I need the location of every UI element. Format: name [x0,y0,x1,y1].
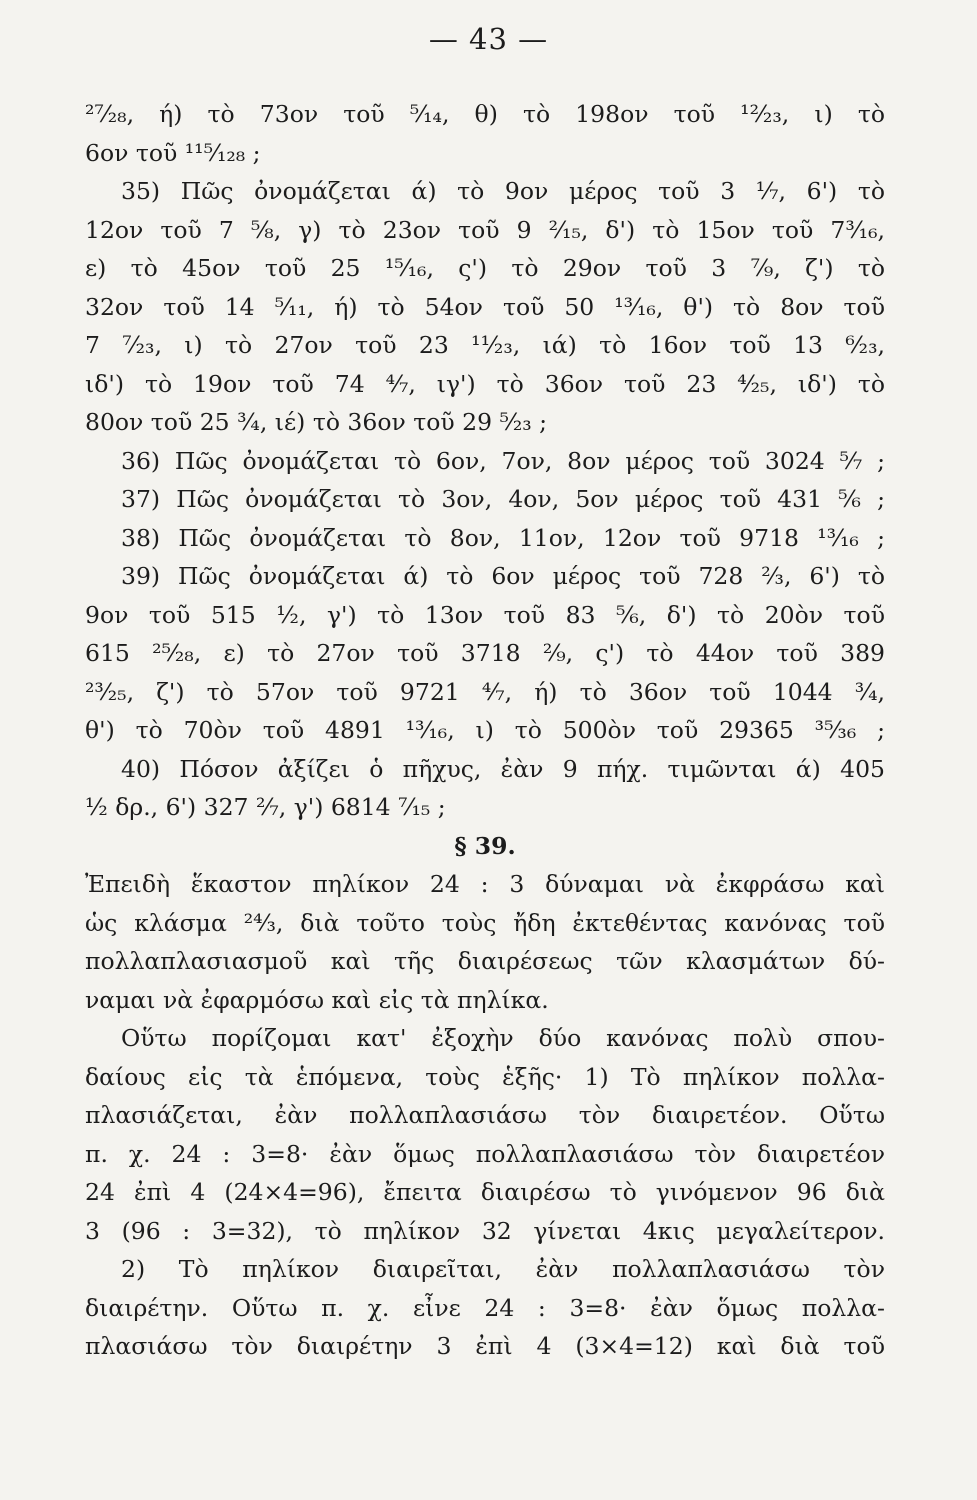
text-line: Οὕτω πορίζομαι κατ' ἐξοχὴν δύο κανόνας πολὺ σπου- [121,1024,885,1052]
text-line: πλασιάζεται, ἐὰν πολλαπλασιάσω τὸν διαιρετέον. Οὕτω [85,1101,885,1129]
text-line: δαίους εἰς τὰ ἑπόμενα, τοὺς ἑξῆς· 1) Τὸ πηλίκον πολλα- [85,1062,885,1091]
text-line: π. χ. 24 : 3=8· ἐὰν ὅμως πολλαπλασιάσω τὸν διαιρετέον [85,1139,885,1168]
text-line: ε) τὸ 45ον τοῦ 25 ¹⁵⁄₁₆, ς') τὸ 29ον τοῦ 3 ⁷⁄₉, ζ') τὸ [85,254,885,282]
text-line: ναμαι νὰ ἐφαρμόσω καὶ εἰς τὰ πηλίκα. [85,985,549,1014]
text-line: ιδ') τὸ 19ον τοῦ 74 ⁴⁄₇, ιγ') τὸ 36ον τοῦ 23 ⁴⁄₂₅, ιδ') τὸ [85,369,885,398]
text-line: 38) Πῶς ὀνομάζεται τὸ 8ον, 11ον, 12ον τοῦ 9718 ¹³⁄₁₆ ; [121,523,885,552]
text-line: 37) Πῶς ὀνομάζεται τὸ 3ον, 4ον, 5ον μέρος τοῦ 431 ⁵⁄₆ ; [121,485,885,513]
text-line: 12ον τοῦ 7 ⁵⁄₈, γ) τὸ 23ον τοῦ 9 ²⁄₁₅, δ') τὸ 15ον τοῦ 7³⁄₁₆, [85,215,885,244]
text-line: 2) Τὸ πηλίκον διαιρεῖται, ἐὰν πολλαπλασιάσω τὸν [121,1255,885,1283]
text-line: 615 ²⁵⁄₂₈, ε) τὸ 27ον τοῦ 3718 ²⁄₉, ς') τὸ 44ον τοῦ 389 [85,639,885,667]
text-line: ²⁷⁄₂₈, ή) τὸ 73ον τοῦ ⁵⁄₁₄, θ) τὸ 198ον τοῦ ¹²⁄₂₃, ι) τὸ [85,100,885,128]
text-line: πλασιάσω τὸν διαιρέτην 3 ἐπὶ 4 (3×4=12) καὶ διὰ τοῦ [85,1332,885,1360]
text-line: 6ον τοῦ ¹¹⁵⁄₁₂₈ ; [85,138,261,167]
text-line: 32ον τοῦ 14 ⁵⁄₁₁, ή) τὸ 54ον τοῦ 50 ¹³⁄₁₆, θ') τὸ 8ον τοῦ [85,292,885,321]
text-line: ¹⁄₂ δρ., 6') 327 ²⁄₇, γ') 6814 ⁷⁄₁₅ ; [85,793,446,821]
text-line: 35) Πῶς ὀνομάζεται ά) τὸ 9ον μέρος τοῦ 3 ¹⁄₇, 6') τὸ [121,177,885,205]
text-line: 7 ⁷⁄₂₃, ι) τὸ 27ον τοῦ 23 ¹¹⁄₂₃, ιά) τὸ 16ον τοῦ 13 ⁶⁄₂₃, [85,331,885,359]
text-line: διαιρέτην. Οὕτω π. χ. εἶνε 24 : 3=8· ἐὰν ὅμως πολλα- [85,1293,885,1322]
text-line: 36) Πῶς ὀνομάζεται τὸ 6ον, 7ον, 8ον μέρος τοῦ 3024 ⁵⁄₇ ; [121,446,885,475]
text-line: 24 ἐπὶ 4 (24×4=96), ἔπειτα διαιρέσω τὸ γινόμενον 96 διὰ [85,1178,885,1206]
text-line: 3 (96 : 3=32), τὸ πηλίκον 32 γίνεται 4κις μεγαλείτερον. [85,1216,885,1245]
text-line: 80ον τοῦ 25 ³⁄₄, ιέ) τὸ 36ον τοῦ 29 ⁵⁄₂₃ ; [85,408,548,436]
text-line: 9ον τοῦ 515 ¹⁄₂, γ') τὸ 13ον τοῦ 83 ⁵⁄₆, δ') τὸ 20ὸν τοῦ [85,600,885,629]
text-line: ²³⁄₂₅, ζ') τὸ 57ον τοῦ 9721 ⁴⁄₇, ή) τὸ 36ον τοῦ 1044 ³⁄₄, [85,677,885,706]
page-text [85,95,885,1366]
text-line: 40) Πόσον ἀξίζει ὁ πῆχυς, ἐὰν 9 πήχ. τιμῶνται ά) 405 [121,754,885,783]
page-number: — 43 — [428,22,549,56]
text-line: Ἐπειδὴ ἕκαστον πηλίκον 24 : 3 δύναμαι νὰ ἐκφράσω καὶ [85,870,885,898]
text-line: θ') τὸ 70ὸν τοῦ 4891 ¹³⁄₁₆, ι) τὸ 500ὸν τοῦ 29365 ³⁵⁄₃₆ ; [85,716,885,744]
text-line: ὡς κλάσμα ²⁴⁄₃, διὰ τοῦτο τοὺς ἤδη ἐκτεθέντας κανόνας τοῦ [85,908,885,937]
section-heading: § 39. [454,831,516,860]
text-line: 39) Πῶς ὀνομάζεται ά) τὸ 6ον μέρος τοῦ 728 ²⁄₃, 6') τὸ [121,562,885,590]
text-line: πολλαπλασιασμοῦ καὶ τῆς διαιρέσεως τῶν κλασμάτων δύ- [85,947,885,975]
